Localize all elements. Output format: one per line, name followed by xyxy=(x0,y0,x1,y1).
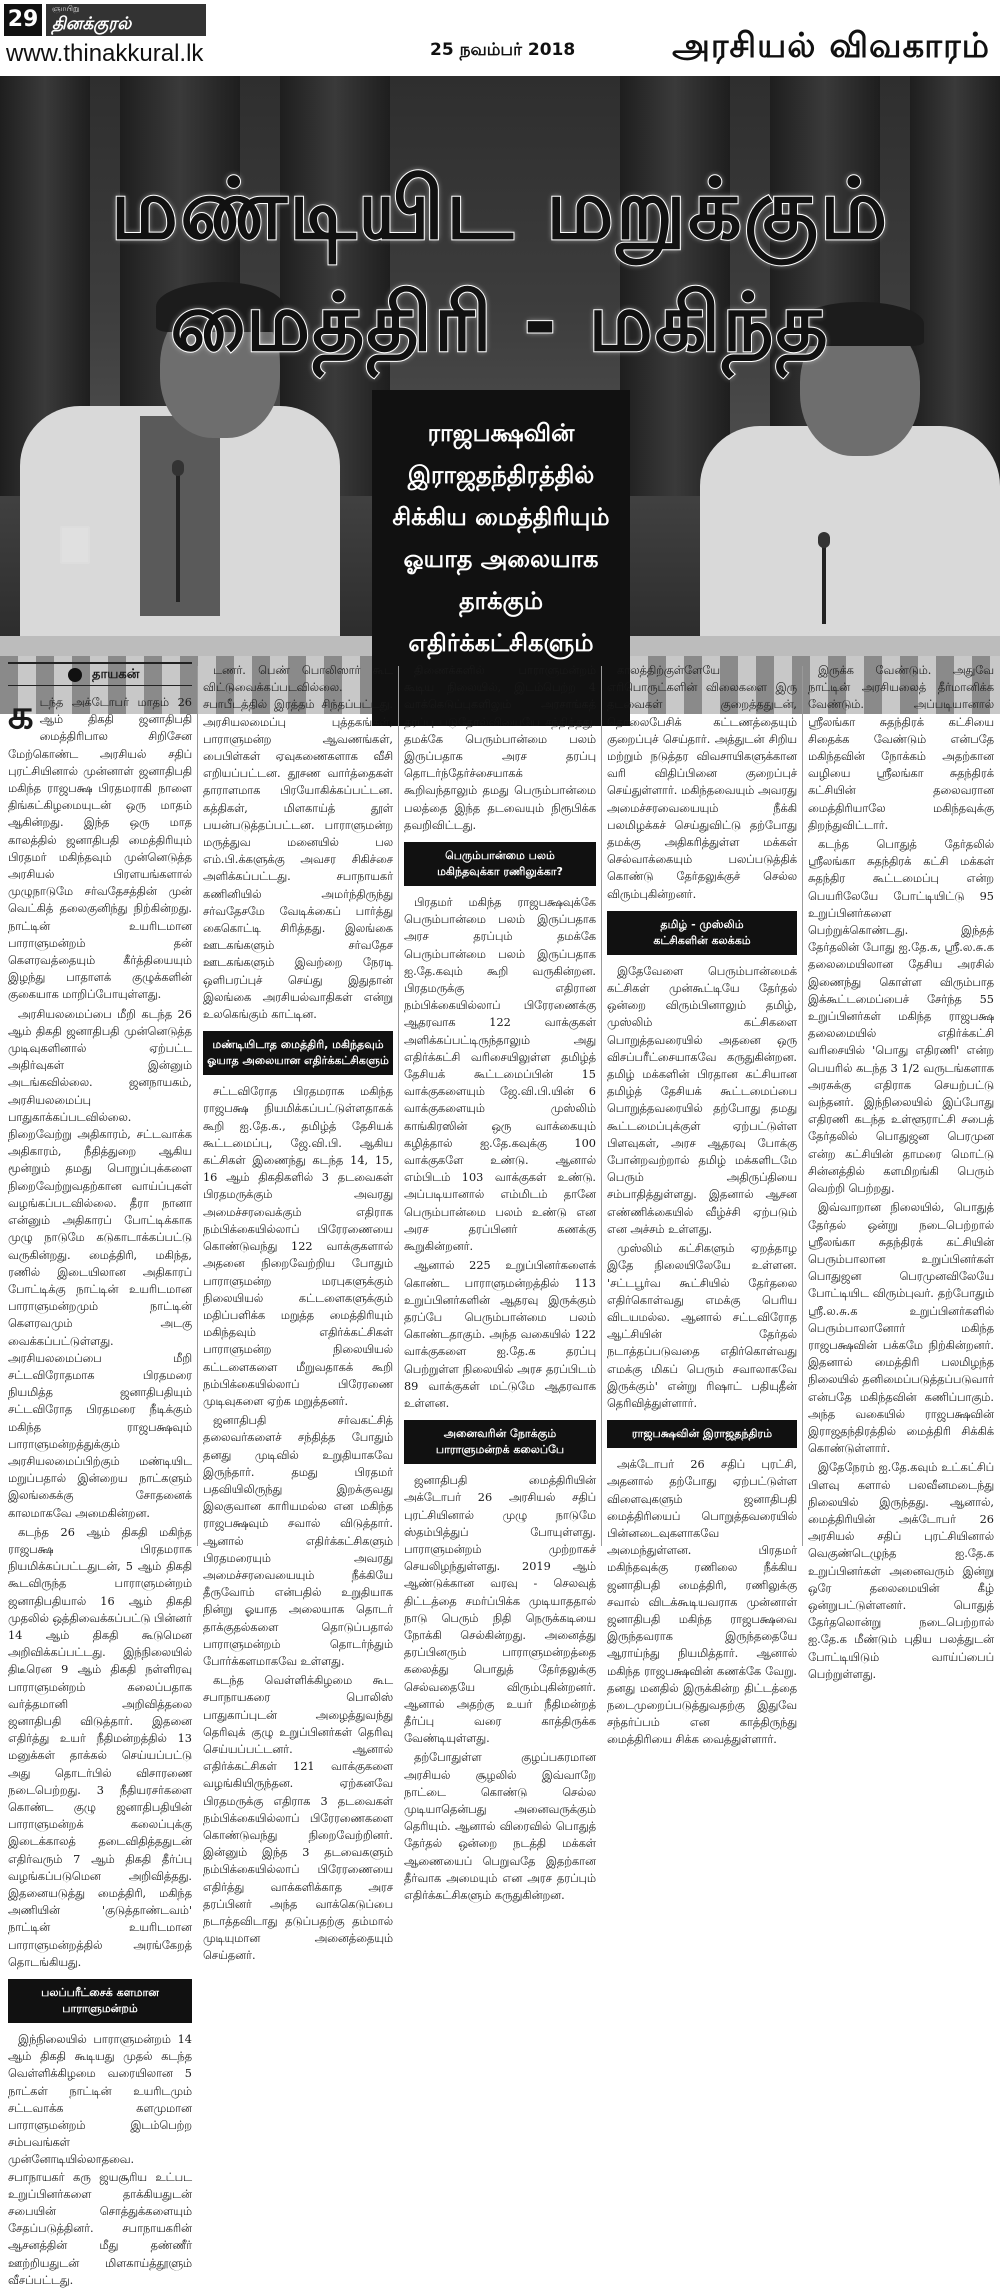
newspaper-logo[interactable] xyxy=(46,4,206,36)
subheading-line: ஓயாத அலையான எதிர்க்கட்சிகளும் xyxy=(207,1054,389,1068)
paragraph: இருக்க வேண்டும். அதுவே நாட்டின் அரசியலைத் தீர்மானிக்க வேண்டும். அப்படியானால் ஸ்ரீலங்கா சுதந்திரக் கட்சியை சிதைக்க வேண்டும் என்பதே மகிந்தவின் நோக்கம் அதற்கான வழியை ஸ்ரீலங்கா சுதந்திரக் கட்சியின் தலைவரான மைத்திரியாலே மகிந்தவுக்கு திறந்துவிட்டார். xyxy=(808,664,994,832)
subheadline-line: சிக்கிய மைத்திரியும் xyxy=(392,503,610,531)
subheading-line: பலப்பரீட்சைக் களமான xyxy=(41,1986,159,2000)
paragraph xyxy=(8,694,192,1004)
subheading-line: மண்டியிடாத மைத்திரி, மகிந்தவும் xyxy=(212,1038,384,1052)
paragraph: பிரதமர் மகிந்த ராஜபக்ஷவுக்கே பெரும்பான்மை பலம் இருப்பதாக அரச தரப்பும் தமக்கே பெரும்பான்மை பலம் இருப்பதாக ஐ.தே.கவும் கூறி வருகின்றன. பிரதமருக்கு எதிரான நம்பிக்கையில்லாப் பிரேரணைக்கு ஆதரவாக 122 வாக்குகள் அளிக்கப்பட்டிருந்தாலும் அது எதிர்க்கட்சி வரிசையிலுள்ள தமிழ்த் தேசியக் கூட்டமைப்பின் 15 வாக்குகளையும் ஜே.வி.பி.யின் 6 வாக்குகளையும் முஸ்லிம் காங்கிரஸின் ஒரு வாக்கையும் கழித்தால் ஐ.தே.கவுக்கு 100 வாக்குகளே உண்டு. ஆனால் எம்பிடம் 103 வாக்குகள் உண்டு. அப்படியானால் எம்மிடம் தானே பெரும்பான்மை பலம் உண்டு என அரச தரப்பினர் கணக்கு கூறுகின்றனர். xyxy=(404,896,596,1254)
microphone-head xyxy=(818,532,830,548)
paragraph: அக்டோபர் 26 சதிப் புரட்சி, அதனால் தற்போது ஏற்பட்டுள்ள விளைவுகளும் ஜனாதிபதி மைத்திரியைப் பொறுத்தவரையில் பின்னடைவுகளாகவே அமைந்துள்ளன. பிரதமர் மகிந்தவுக்கு ரணிலை நீக்கிய ஜனாதிபதி மைத்திரி, ரணிலுக்கு சவால் விடக்கூடியவராக முன்னாள் ஜனாதிபதி மகிந்த ராஜபக்ஷவை இருந்தவராக இருந்ததையே ஆராய்ந்து நியமித்தார். ஆனால் மகிந்த ராஜபக்ஷவின் கணக்கே வேறு. தனது மனதில் இருக்கின்ற திட்டத்தை நடைமுறைப்படுத்துவதற்கு இதுவே சந்தர்ப்பம் என காத்திருந்து மைத்திரியை சிக்க வைத்துள்ளார். xyxy=(607,1458,797,1747)
paragraph: முஸ்லிம் கட்சிகளும் ஏறத்தாழ இதே நிலையிலேயே உள்ளன. 'சட்டபூர்வ கூட்சியில் தேர்தலை எதிர்கொள்வது எமக்கு பெரிய விடயமல்ல. ஆனால் சட்டவிரோத ஆட்சியின் தேர்தல் நடாத்தப்படுவதை எதிர்கொள்வது எமக்கு மிகப் பெரும் சவாலாகவே இருக்கும்' என்று ரிஷாட் பதியுதீன் தெரிவித்துள்ளார். xyxy=(607,1242,797,1410)
paragraph: அரசியலமைப்பை மீறி கடந்த 26 ஆம் திகதி ஜனாதிபதி முன்னெடுத்த முடிவுகளினால் ஏற்பட்ட அதிர்வுகள் இன்னும் அடங்கவில்லை. ஜனநாயகம், அரசியலமைப்பு பாதுகாக்கப்படவில்லை. நிறைவேற்று அதிகாரம், சட்டவாக்க அதிகாரம், நீதித்துறை ஆகிய மூன்றும் தமது பொறுப்புக்களை நிறைவேற்றுவதற்கான வாய்ப்புகள் வழங்கப்படவில்லை. தீரா நானா என்னும் அதிகாரப் போட்டிக்காக முழு நாடுமே கடுகாடாக்கப்பட்டு வருகின்றது. மைத்திரி, மகிந்த, ரணில் இடையிலான அதிகாரப் போட்டிக்கு நாட்டின் உயரிடமான பாராளுமன்றமும் நாட்டின் கௌரவமும் அடகு வைக்கப்பட்டுள்ளது. அரசியலமைப்பை மீறி சட்டவிரோதமாக பிரதமரை நியமித்த ஜனாதிபதியும் சட்டவிரோத பிரதமரை நீடிக்கும் மகிந்த ராஜபக்ஷவும் பாராளுமன்றத்துக்கும் அரசியலமைப்பிற்கும் மண்டியிட மறுப்பதால் இன்றைய நாட்களும் இலங்கைக்கு சோதனைக் காலமாகவே அமைகின்றன. xyxy=(8,1007,192,1520)
masthead xyxy=(0,0,1000,72)
paragraph: ஜனாதிபதி மைத்திரியின் அக்டோபர் 26 அரசியல் சதிப் புரட்சியினால் முழு நாடுமே ஸ்தம்பித்துப் போயுள்ளது. பாராளுமன்றம் முற்றாகச் செயலிழந்துள்ளது. 2019 ஆம் ஆண்டுக்கான வரவு - செலவுத் திட்டத்தை சமர்ப்பிக்க முடியாததால் நாடு பெரும் நிதி நெருக்கடியை நோக்கி செல்கின்றது. அனைத்து தரப்பினரும் பாராளுமன்றத்தை கலைத்து பொதுத் தேர்தலுக்கு செல்வதையே விரும்புகின்றனர். ஆனால் அதற்கு உயர் நீதிமன்றத் தீர்ப்பு வரை காத்திருக்க வேண்டியுள்ளது. xyxy=(404,1474,596,1746)
subheadline-line: இராஜதந்திரத்தில் xyxy=(407,461,595,489)
paragraph: சட்டவிரோத பிரதமராக மகிந்த ராஜபக்ஷ நியமிக்கப்பட்டுள்ளதாகக் கூறி ஐ.தே.க., தமிழ்த் தேசியக் கூட்டமைப்பு, ஜே.வி.பி. ஆகிய கட்சிகள் இணைந்து கடந்த 14, 15, 16 ஆம் திகதிகளில் 3 தடவைகள் பிரதமருக்கும் அவரது அமைச்சரவைக்கும் எதிராக நம்பிக்கையில்லாப் பிரேரணையை கொண்டுவந்து 122 வாக்குகளால் அதனை நிறைவேற்றிய போதும் பாராளுமன்ற மரபுகளுக்கும் நிலையியல் கட்டளைகளுக்கும் மதிப்பளிக்க மறுத்த மைத்திரியும் மகிந்தவும் எதிர்க்கட்சிகள் பாராளுமன்ற நிலையியல் கட்டளைகளை மீறுவதாகக் கூறி நம்பிக்கையில்லாப் பிரேரணை முடிவுகளை ஏற்க மறுத்தனர். xyxy=(203,1085,393,1408)
microphone-head xyxy=(172,460,184,476)
subheading-line: அனைவரின் நோக்கும் xyxy=(443,1427,557,1441)
section-title: அரசியல் விவகாரம் xyxy=(672,26,990,66)
subheading xyxy=(607,1420,797,1448)
issue-date: 25 நவம்பர் 2018 xyxy=(430,40,576,60)
subheadline-line: தாக்கும் xyxy=(458,587,544,615)
subheading xyxy=(404,842,596,886)
article-column-4 xyxy=(607,662,797,1747)
paragraph: இந்நிலையில் பாராளுமன்றம் 14 ஆம் திகதி கூடியது முதல் கடந்த வெள்ளிக்கிழமை வரையிலான 5 நாட்கள் நாட்டின் உயரிடமும் சட்டவாக்க களமுமான பாராளுமன்றம் இடம்பெற்ற சம்பவங்கள் முன்னோடியில்லாதவை. சபாநாயகர் கரு ஜயசூரிய உட்பட உறுப்பினர்களை தாக்கியதுடன் சபையின் சொத்துக்களையும் சேதப்படுத்தினர். சபாநாயகரின் ஆசனத்தின் மீது தண்ணீர் ஊற்றியதுடன் மிளகாய்த்தூளும் வீசப்பட்டது. xyxy=(8,2033,192,2287)
column-divider xyxy=(398,666,399,1546)
subheading xyxy=(8,1979,192,2023)
paragraph-text: டந்த அக்டோபர் மாதம் 26 ஆம் திகதி ஜனாதிபதி மைத்திரிபால சிறிசேன மேற்கொண்ட அரசியல் சதிப் புரட்சியினால் முன்னாள் ஜனாதிபதி மகிந்த ராஜபக்ஷ பிரதமராகி நாளை திங்கட்கிழமையுடன் ஒரு மாதம் ஆகின்றது. இந்த ஒரு மாத காலத்தில் ஜனாதிபதி மைத்திரியும் பிரதமர் மகிந்தவும் முன்னெடுத்த அரசியல் பிரளயங்களால் முழுநாடுமே சர்வதேசத்தின் முன் வெட்கித் தலைகுனிந்து நிற்கின்றது. நாட்டின் உயரிடமான பாராளுமன்றம் தன் கௌரவத்தையும் கீர்த்தியையும் இழந்து பாதாளக் குழுக்களின் குகையாக மாறிப்போயுள்ளது. xyxy=(8,696,192,1002)
paragraph: திணைக்களில் பாராளுமன்றம் கூடிய நிலையில், இடம்பெற்ற 4 வாக்கெடுப்புகளிலும் அரசாங்கத் தரப்பு படுதோல்வியையே சந்தித்தது. தமக்கே பெரும்பான்மை பலம் இருப்பதாக அரச தரப்பு தொடர்ந்தேர்ச்சையாகக் கூறிவந்தாலும் தமது பெரும்பான்மை பலத்தை இந்த தடவையும் நிரூபிக்க தவறிவிட்டது. xyxy=(404,664,596,832)
bullet-icon xyxy=(68,668,82,682)
paragraph: இதேவேளை பெரும்பான்மைக் கட்சிகள் முன்கூட்டியே தேர்தல் ஒன்றை விரும்பினாலும் தமிழ், முஸ்லிம் கட்சிகளை பொறுத்தவரையில் அதனை ஒரு விசப்பரீட்சையாகவே கருதுகின்றன. தமிழ் மக்களின் பிரதான கட்சியான தமிழ்த் தேசியக் கூட்டமைப்பை பொறுத்தவரையில் தற்போது தமது கூட்டமைப்புக்குள் ஏற்பட்டுள்ள பிளவுகள், அரச ஆதரவு போக்கு போன்றவற்றால் தமிழ் மக்களிடமே பெரும் அதிருப்தியை சம்பாதித்துள்ளது. இதனால் ஆசன எண்ணிக்கையில் வீழ்ச்சி ஏற்படும் என அச்சம் உள்ளது. xyxy=(607,964,797,1236)
paragraph: கடந்த வெள்ளிக்கிழமை கூட சபாநாயகரை பொலிஸ் பாதுகாப்புடன் அழைத்துவந்து தெரிவுக் குழு உறுப்பினர்கள் தெரிவு செய்யப்பட்டனர். ஆனால் எதிர்க்கட்சிகள் 121 வாக்குகளை வழங்கியிருந்தன. ஏற்கனவே பிரதமருக்கு எதிராக 3 தடவைகள் நம்பிக்கையில்லாப் பிரேரணைகளை கொண்டுவந்து நிறைவேற்றினர். இன்னும் இந்த 3 தடவைகளும் நம்பிக்கையில்லாப் பிரேரணையை எதிர்த்து வாக்களிக்காத அரச தரப்பினர் அந்த வாக்கெடுப்பை நடாத்தவிடாது தடுப்பதற்கு தம்மால் முடியுமான அனைத்தையும் செய்தனர். xyxy=(203,1674,393,1963)
column-divider xyxy=(802,666,803,1546)
person-right-body xyxy=(700,426,1000,666)
subheading xyxy=(607,911,797,955)
column-divider xyxy=(197,666,198,1546)
paragraph: தற்போதுள்ள குழப்பகரமான அரசியல் சூழலில் இவ்வாறே நாட்டை கொண்டு செல்ல முடியாதென்பது அனைவருக்கும் தெரியும். ஆனால் விரைவில் பொதுத் தேர்தல் ஒன்றை நடத்தி மக்கள் ஆணையைப் பெறுவதே இதற்கான தீர்வாக அமையும் என அரச தரப்பும் எதிர்க்கட்சிகளும் கருதுகின்றன. xyxy=(404,1751,596,1902)
subheading xyxy=(404,1420,596,1464)
subheading-line: மகிந்தவுக்கா ரணிலுக்கா? xyxy=(437,865,563,879)
headline-line-2: மைத்திரி - மகிந்த xyxy=(170,276,830,369)
subheadline-line: எதிர்க்கட்சிகளும் xyxy=(408,629,594,657)
subheading xyxy=(203,1031,393,1075)
subheading-line: ராஜபக்ஷவின் இராஜதந்திரம் xyxy=(631,1427,773,1441)
subheading-line: பாராளுமன்றம் xyxy=(62,2002,138,2016)
headline-line-1: மண்டியிட மறுக்கும் xyxy=(110,160,890,258)
microphone xyxy=(822,544,826,624)
subheading-line: பாராளுமன்றக் கலைப்பே xyxy=(435,1443,565,1457)
logo-subtitle: ஞாயிறு xyxy=(52,4,80,13)
subheadline-line: ஓயாத அலையாக xyxy=(403,545,599,573)
article-column-2 xyxy=(203,662,393,1963)
dropcap-letter: க xyxy=(8,692,34,738)
paragraph: டணர். பெண் பொலிஸார் கூட விட்டுவைக்கப்படவில்லை. சபாபீடத்தில் இரத்தம் சிந்தப்பட்டது. அரசியலமைப்பு புத்தகங்கள், பாராளுமன்ற ஆவணங்கள், பைபிள்கள் ஏவுகணைகளாக வீசி எறியப்பட்டன. தூசண வார்த்தைகள் தாராளமாக பிரயோகிக்கப்பட்டன. கத்திகள், மிளகாய்த் தூள் பயன்படுத்தப்பட்டன. பாராளுமன்ற மருத்துவ மனையில் பல எம்.பி.க்களுக்கு அவசர சிகிச்சை அளிக்கப்பட்டது. சபாநாயகர் கணினியில் அமர்ந்திருந்து சர்வதேசமே வேடிக்கைப் பார்த்து கைகொட்டி சிரித்தது. இலங்கை ஊடகங்களும் சர்வதேச ஊடகங்களும் இவற்றை நேரடி ஒளிபரப்புச் செய்து இதுதான் இலங்கை அரசியல்வாதிகள் என்று உலகெங்கும் காட்டின. xyxy=(203,664,393,1022)
article-column-3 xyxy=(404,662,596,1902)
logo-name: தினக்குரல் xyxy=(52,14,132,34)
article-column-5 xyxy=(808,662,994,1681)
paragraph: ஜனாதிபதி சர்வகட்சித் தலைவர்களைச் சந்தித்த போதும் தனது முடிவில் உறுதியாகவே இருந்தார். தமது பிரதமர் பதவியிலிருந்து இறக்குவது இலகுவான காரியமல்ல என மகிந்த ராஜபக்ஷவும் சவால் விடுத்தார். ஆனால் எதிர்க்கட்சிகளும் பிரதமரையும் அவரது அமைச்சரவையையும் நீக்கியே தீருவோம் என்பதில் உறுதியாக நின்று ஓயாத அலையாக தொடர் தாக்குதல்களை தொடுப்பதால் பாராளுமன்றம் தொடர்ந்தும் போர்க்களமாகவே உள்ளது. xyxy=(203,1414,393,1668)
paragraph: காலத்திற்குள்ளேயே எரிபொருட்களின் விலைகளை இரு தடவைகள் குறைத்ததுடன், தொலைபேசிக் கட்டணத்தையும் குறைப்புச் செய்தார். அத்துடன் சிறிய மற்றும் நடுத்தர விவசாயிகளுக்கான வரி விதிப்பினை குறைப்புச் செய்துள்ளார். மகிந்தவையும் அவரது அமைச்சரவையையும் நீக்கி பலமிழக்கச் செய்துவிட்டு தற்போது தமக்கு அதிகரித்துள்ள மக்கள் செல்வாக்கையும் பலப்படுத்திக் கொண்டு தேர்தலுக்குச் செல்ல விரும்புகின்றனர். xyxy=(607,664,797,901)
column-divider xyxy=(601,666,602,1546)
paragraph: இதேநேரம் ஐ.தே.கவும் உட்கட்சிப் பிளவு களால் பலவீனமடைந்து நிலையில் இருந்தது. ஆனால், மைத்திரியின் அக்டோபர் 26 அரசியல் சதிப் புரட்சியினால் வெகுண்டெழுந்த ஐ.தே.க உறுப்பினர்கள் அனைவரும் இன்று ஒரே தலைமையின் கீழ் ஒன்றுபட்டுள்ளனர். பொதுத் தேர்தலொன்று நடைபெற்றால் ஐ.தே.க மீண்டும் புதிய பலத்துடன் போட்டியிடும் வாய்ப்பைப் பெற்றுள்ளது. xyxy=(808,1461,994,1681)
microphone xyxy=(176,472,180,602)
person-left-shawl xyxy=(140,416,220,616)
byline xyxy=(8,662,192,686)
paragraph: இவ்வாறான நிலையில், பொதுத் தேர்தல் ஒன்று நடைபெற்றால் ஸ்ரீலங்கா சுதந்திரக் கட்சியின் பெரும்பாலான உறுப்பினர்கள் பொதுஜன பெரமுனவிலேயே போட்டியிட விரும்புவர். தற்போதும் ஸ்ரீ.ல.சு.க உறுப்பினர்களில் பெரும்பாலானோர் மகிந்த ராஜபக்ஷவின் பக்கமே நிற்கின்றனர். இதனால் மைத்திரி பலமிழந்த நிலையில் தனிமைப்படுத்தப்படுவார் என்பதே மகிந்தவின் கணிப்பாகும். அந்த வகையில் ராஜபக்ஷவின் இராஜதந்திரத்தில் மைத்திரி சிக்கிக் கொண்டுள்ளார். xyxy=(808,1201,994,1456)
page-number: 29 xyxy=(4,4,42,36)
paragraph: ஆனால் 225 உறுப்பினர்களைக் கொண்ட பாராளுமன்றத்தில் 113 உறுப்பினர்களின் ஆதரவு இருக்கும் தரப்பே பெரும்பான்மை பலம் கொண்டதாகும். அந்த வகையில் 122 வாக்குகளை ஐ.தே.க தரப்பு பெற்றுள்ள நிலையில் அரச தரப்பிடம் 89 வாக்குகள் மட்டுமே ஆதரவாக உள்ளன. xyxy=(404,1259,596,1410)
hero-photo xyxy=(0,76,1000,660)
article-column-1 xyxy=(8,662,193,2287)
website-url[interactable]: www.thinakkural.lk xyxy=(6,40,204,67)
subheading-line: கட்சிகளின் கலக்கம் xyxy=(653,933,751,947)
author-name: தாயகன் xyxy=(92,666,140,682)
water-glass xyxy=(60,526,90,564)
subheading-line: தமிழ் - முஸ்லிம் xyxy=(660,917,744,931)
paragraph: கடந்த 26 ஆம் திகதி மகிந்த ராஜபக்ஷ பிரதமராக நியமிக்கப்பட்டதுடன், 5 ஆம் திகதி கூடவிருந்த பாராளுமன்றம் ஜனாதிபதியால் 16 ஆம் திகதி முதலில் ஒத்திவைக்கப்பட்டு பின்னர் 14 ஆம் திகதி கூடுமென அறிவிக்கப்பட்டது. இந்நிலையில் திடீரென 9 ஆம் திகதி நள்ளிரவு பாராளுமன்றம் கலைப்பதாக வர்த்தமானி அறிவித்தலை ஜனாதிபதி விடுத்தார். இதனை எதிர்த்து உயர் நீதிமன்றத்தில் 13 மனுக்கள் தாக்கல் செய்யப்பட்டு அது தொடர்பில் விசாரணை நடைபெற்றது. 3 நீதியரசர்களை கொண்ட குழு ஜனாதிபதியின் பாராளுமன்றக் கலைப்புக்கு இடைக்காலத் தடைவிதித்ததுடன் எதிர்வரும் 7 ஆம் திகதி தீர்ப்பு வழங்கப்படுமென அறிவித்தது. இதனையடுத்து மைத்திரி, மகிந்த அணியின் 'குடுத்தாண்டவம்' நாட்டின் உயரிடமான பாராளுமன்றத்தில் அரங்கேறத் தொடங்கியது. xyxy=(8,1525,193,1969)
subheadline-line: ராஜபக்ஷவின் xyxy=(427,419,575,447)
article-body xyxy=(0,662,1000,2287)
subheading-line: பெரும்பான்மை பலம் xyxy=(445,849,555,863)
paragraph: கடந்த பொதுத் தேர்தலில் ஸ்ரீலங்கா சுதந்திரக் கட்சி மக்கள் சுதந்திர கூட்டமைப்பு என்ற பெயரிலேயே போட்டியிட்டு 95 உறுப்பினர்களை பெற்றுக்கொண்டது. இந்தத் தேர்தலின் போது ஐ.தே.க, ஸ்ரீ.ல.சு.க தலைமையிலான தேசிய அரசில் இணைந்து கொள்ள விரும்பாத இக்கூட்டமைப்பைச் சேர்ந்த 55 உறுப்பினர்கள் மகிந்த ராஜபக்ஷ தலைமையில் எதிர்க்கட்சி வரிசையில் 'பொது எதிரணி' என்ற பெயரில் கடந்த 3 1/2 வருடங்களாக அரசுக்கு எதிராக செயற்பட்டு வந்தனர். இந்நிலையில் இப்போது எதிரணி கடந்த உள்ளூராட்சி சபைத் தேர்தலில் பொதுஜன பெரமுன என்ற கட்சியின் தாமரை மொட்டு சின்னத்தில் களமிறங்கி பெரும் வெற்றி பெற்றது. xyxy=(808,838,994,1196)
